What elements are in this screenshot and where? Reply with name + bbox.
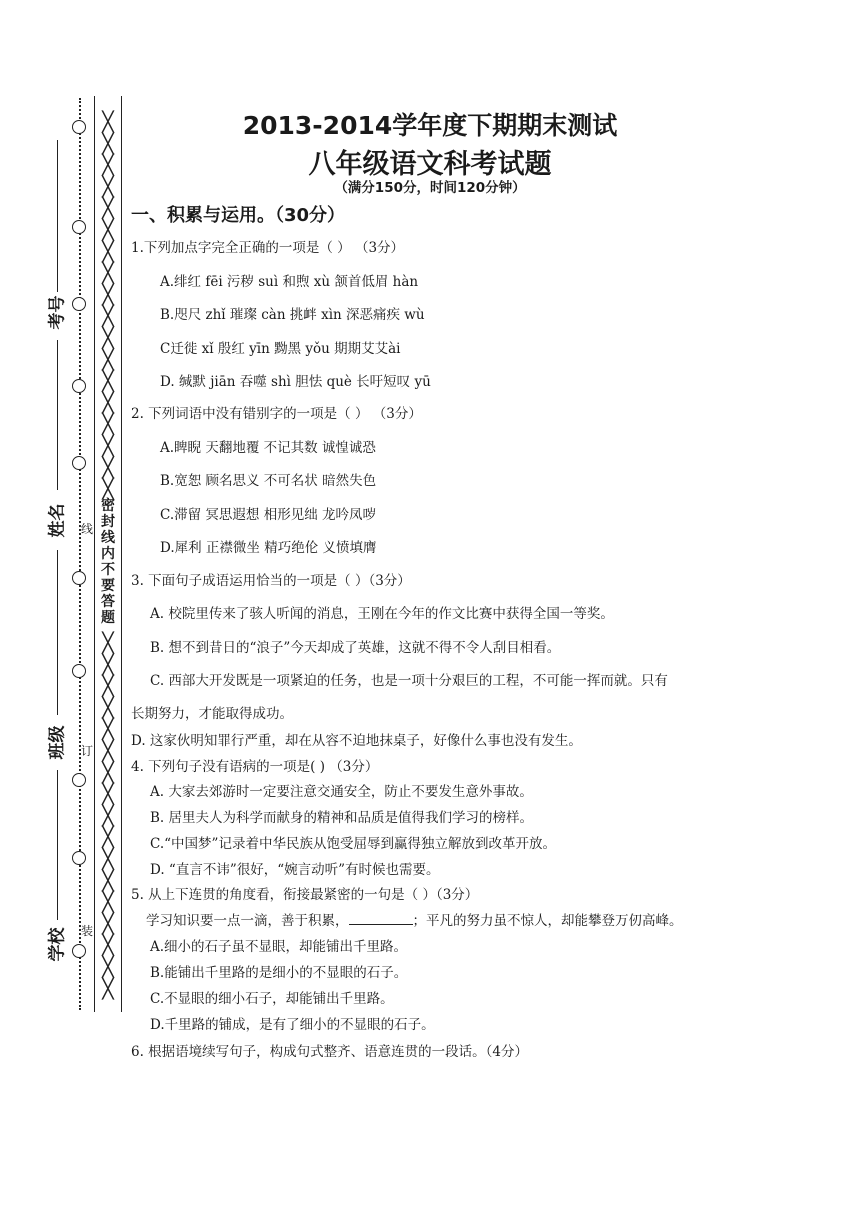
line-mark: 线	[81, 522, 94, 536]
question-4-stem: 4. 下列句子没有语病的一项是( ) （3分）	[131, 759, 379, 775]
cross-mark-icon: ╳	[102, 305, 114, 328]
cross-mark-icon: ╳	[102, 111, 114, 133]
cross-mark-icon: ╳	[102, 891, 114, 914]
cross-mark-icon: ╳	[102, 653, 114, 676]
cross-mark-icon: ╳	[102, 804, 114, 827]
binding-margin	[0, 0, 130, 1216]
cross-mark-icon: ╳	[102, 869, 114, 892]
seal-dotted-line	[79, 98, 81, 1010]
question-1-option-d: D. 缄默 jiān 吞噬 shì 胆怯 què 长吁短叹 yū	[160, 374, 431, 390]
cross-mark-icon: ╳	[102, 262, 114, 285]
binding-hole-icon	[72, 571, 86, 585]
question-4-option-c: C.“中国梦”记录着中华民族从饱受屈辱到赢得独立解放到改革开放。	[150, 836, 556, 852]
question-4-option-b: B. 居里夫人为科学而献身的精神和品质是值得我们学习的榜样。	[150, 810, 534, 826]
question-5-option-a: A.细小的石子虽不显眼，却能铺出千里路。	[150, 939, 408, 955]
binding-hole-icon	[72, 664, 86, 678]
question-3-option-b: B. 想不到昔日的“浪子”今天却成了英雄，这就不得不令人刮目相看。	[150, 640, 561, 656]
question-5-option-d: D.千里路的铺成，是有了细小的不显眼的石子。	[150, 1017, 435, 1033]
cross-mark-icon: ╳	[102, 434, 114, 457]
cross-mark-icon: ╳	[102, 240, 114, 263]
question-4-option-a: A. 大家去郊游时一定要注意交通安全，防止不要发生意外事故。	[150, 784, 533, 800]
cross-mark-icon: ╳	[102, 847, 114, 870]
question-2-stem: 2. 下列词语中没有错别字的一项是（ ） （3分）	[131, 406, 422, 422]
cross-mark-icon: ╳	[102, 456, 114, 479]
question-2-option-b: B.宽恕 顾名思义 不可名状 暗然失色	[160, 473, 377, 489]
section-heading: 一、积累与运用。（30分）	[131, 205, 346, 226]
question-5-option-b: B.能铺出千里路的是细小的不显眼的石子。	[150, 965, 408, 981]
cross-mark-icon: ╳	[102, 632, 114, 654]
school-label: 学校	[47, 927, 68, 962]
binding-hole-icon	[72, 456, 86, 470]
binding-hole-icon	[72, 773, 86, 787]
cross-mark-icon: ╳	[102, 761, 114, 784]
binding-hole-icon	[72, 379, 86, 393]
cross-mark-icon: ╳	[102, 718, 114, 741]
binding-rule	[121, 96, 122, 1012]
binding-hole-icon	[72, 220, 86, 234]
cross-mark-column	[98, 633, 118, 1000]
question-1-option-a: A.绯红 fēi 污秽 suì 和煦 xù 颔首低眉 hàn	[160, 274, 419, 290]
cross-mark-icon: ╳	[102, 218, 114, 241]
question-1-option-c: C迁徙 xǐ 殷红 yīn 黝黑 yǒu 期期艾艾ài	[160, 341, 401, 357]
cross-mark-icon: ╳	[102, 675, 114, 698]
school-line	[57, 770, 58, 920]
question-3-option-c-continued: 长期努力，才能取得成功。	[131, 706, 293, 722]
cross-mark-icon: ╳	[102, 912, 114, 935]
exam-subject-title: 八年级语文科考试题	[308, 149, 552, 180]
seal-warning: 密封线内不要答题	[101, 498, 115, 626]
binding-hole-icon	[72, 944, 86, 958]
seal-mark: 装	[81, 924, 94, 938]
cross-mark-icon: ╳	[102, 739, 114, 762]
question-3-stem: 3. 下面句子成语运用恰当的一项是（ ）（3分）	[131, 573, 411, 589]
binding-hole-icon	[72, 851, 86, 865]
answer-blank[interactable]	[349, 912, 413, 925]
question-3-option-c: C. 西部大开发既是一项紧迫的任务，也是一项十分艰巨的工程，不可能一挥而就。只有	[150, 673, 668, 689]
cross-mark-icon: ╳	[102, 977, 114, 1000]
question-1-option-b: B.咫尺 zhǐ 璀璨 càn 挑衅 xìn 深恶痛疾 wù	[160, 307, 425, 323]
cross-mark-icon: ╳	[102, 132, 114, 155]
cross-mark-icon: ╳	[102, 391, 114, 414]
cross-mark-icon: ╳	[102, 370, 114, 393]
question-5-stem: 5. 从上下连贯的角度看，衔接最紧密的一句是（ ）（3分）	[131, 887, 479, 903]
cross-mark-icon: ╳	[102, 934, 114, 957]
binding-rule	[94, 96, 95, 1012]
binding-hole-icon	[72, 120, 86, 134]
cross-mark-column	[98, 112, 118, 501]
cross-mark-icon: ╳	[102, 696, 114, 719]
cross-mark-icon: ╳	[102, 783, 114, 806]
cross-mark-icon: ╳	[102, 175, 114, 198]
question-6-stem: 6. 根据语境续写句子，构成句式整齐、语意连贯的一段话。（4分）	[131, 1044, 529, 1060]
question-5-option-c: C.不显眼的细小石子，却能铺出千里路。	[150, 991, 394, 1007]
exam-note: （满分150分，时间120分钟）	[334, 180, 526, 196]
exam-title: 2013-2014学年度下期期末测试	[242, 111, 618, 140]
question-3-option-a: A. 校院里传来了骇人听闻的消息，王刚在今年的作文比赛中获得全国一等奖。	[150, 606, 614, 622]
question-5-context-after: ；平凡的努力虽不惊人，却能攀登万仞高峰。	[412, 913, 683, 929]
cross-mark-icon: ╳	[102, 283, 114, 306]
name-label: 姓名	[47, 503, 68, 538]
question-1-stem: 1.下列加点字完全正确的一项是（ ） （3分）	[131, 240, 405, 256]
cross-mark-icon: ╳	[102, 478, 114, 501]
question-5-context-before: 学习知识要一点一滴，善于积累，	[146, 913, 349, 929]
cross-mark-icon: ╳	[102, 955, 114, 978]
class-label: 班级	[47, 725, 68, 760]
cross-mark-icon: ╳	[102, 413, 114, 436]
exam-no-line	[57, 140, 58, 292]
exam-no-label: 考号	[47, 295, 68, 330]
question-4-option-d: D. “直言不讳”很好，“婉言动听”有时候也需要。	[150, 862, 440, 878]
question-3-option-d: D. 这家伙明知罪行严重，却在从容不迫地抹桌子，好像什么事也没有发生。	[131, 733, 582, 749]
cross-mark-icon: ╳	[102, 348, 114, 371]
cross-mark-icon: ╳	[102, 826, 114, 849]
name-line	[57, 340, 58, 490]
cross-mark-icon: ╳	[102, 154, 114, 177]
class-line	[57, 550, 58, 715]
question-2-option-a: A.睥睨 天翻地覆 不记其数 诚惶诚恐	[160, 440, 376, 456]
binding-hole-icon	[72, 297, 86, 311]
cross-mark-icon: ╳	[102, 197, 114, 220]
bind-mark: 订	[81, 744, 94, 758]
question-2-option-c: C.滞留 冥思遐想 相形见绌 龙吟凤哕	[160, 507, 377, 523]
question-2-option-d: D.犀利 正襟微坐 精巧绝伦 义愤填膺	[160, 540, 377, 556]
question-5-context	[146, 912, 683, 930]
cross-mark-icon: ╳	[102, 326, 114, 349]
